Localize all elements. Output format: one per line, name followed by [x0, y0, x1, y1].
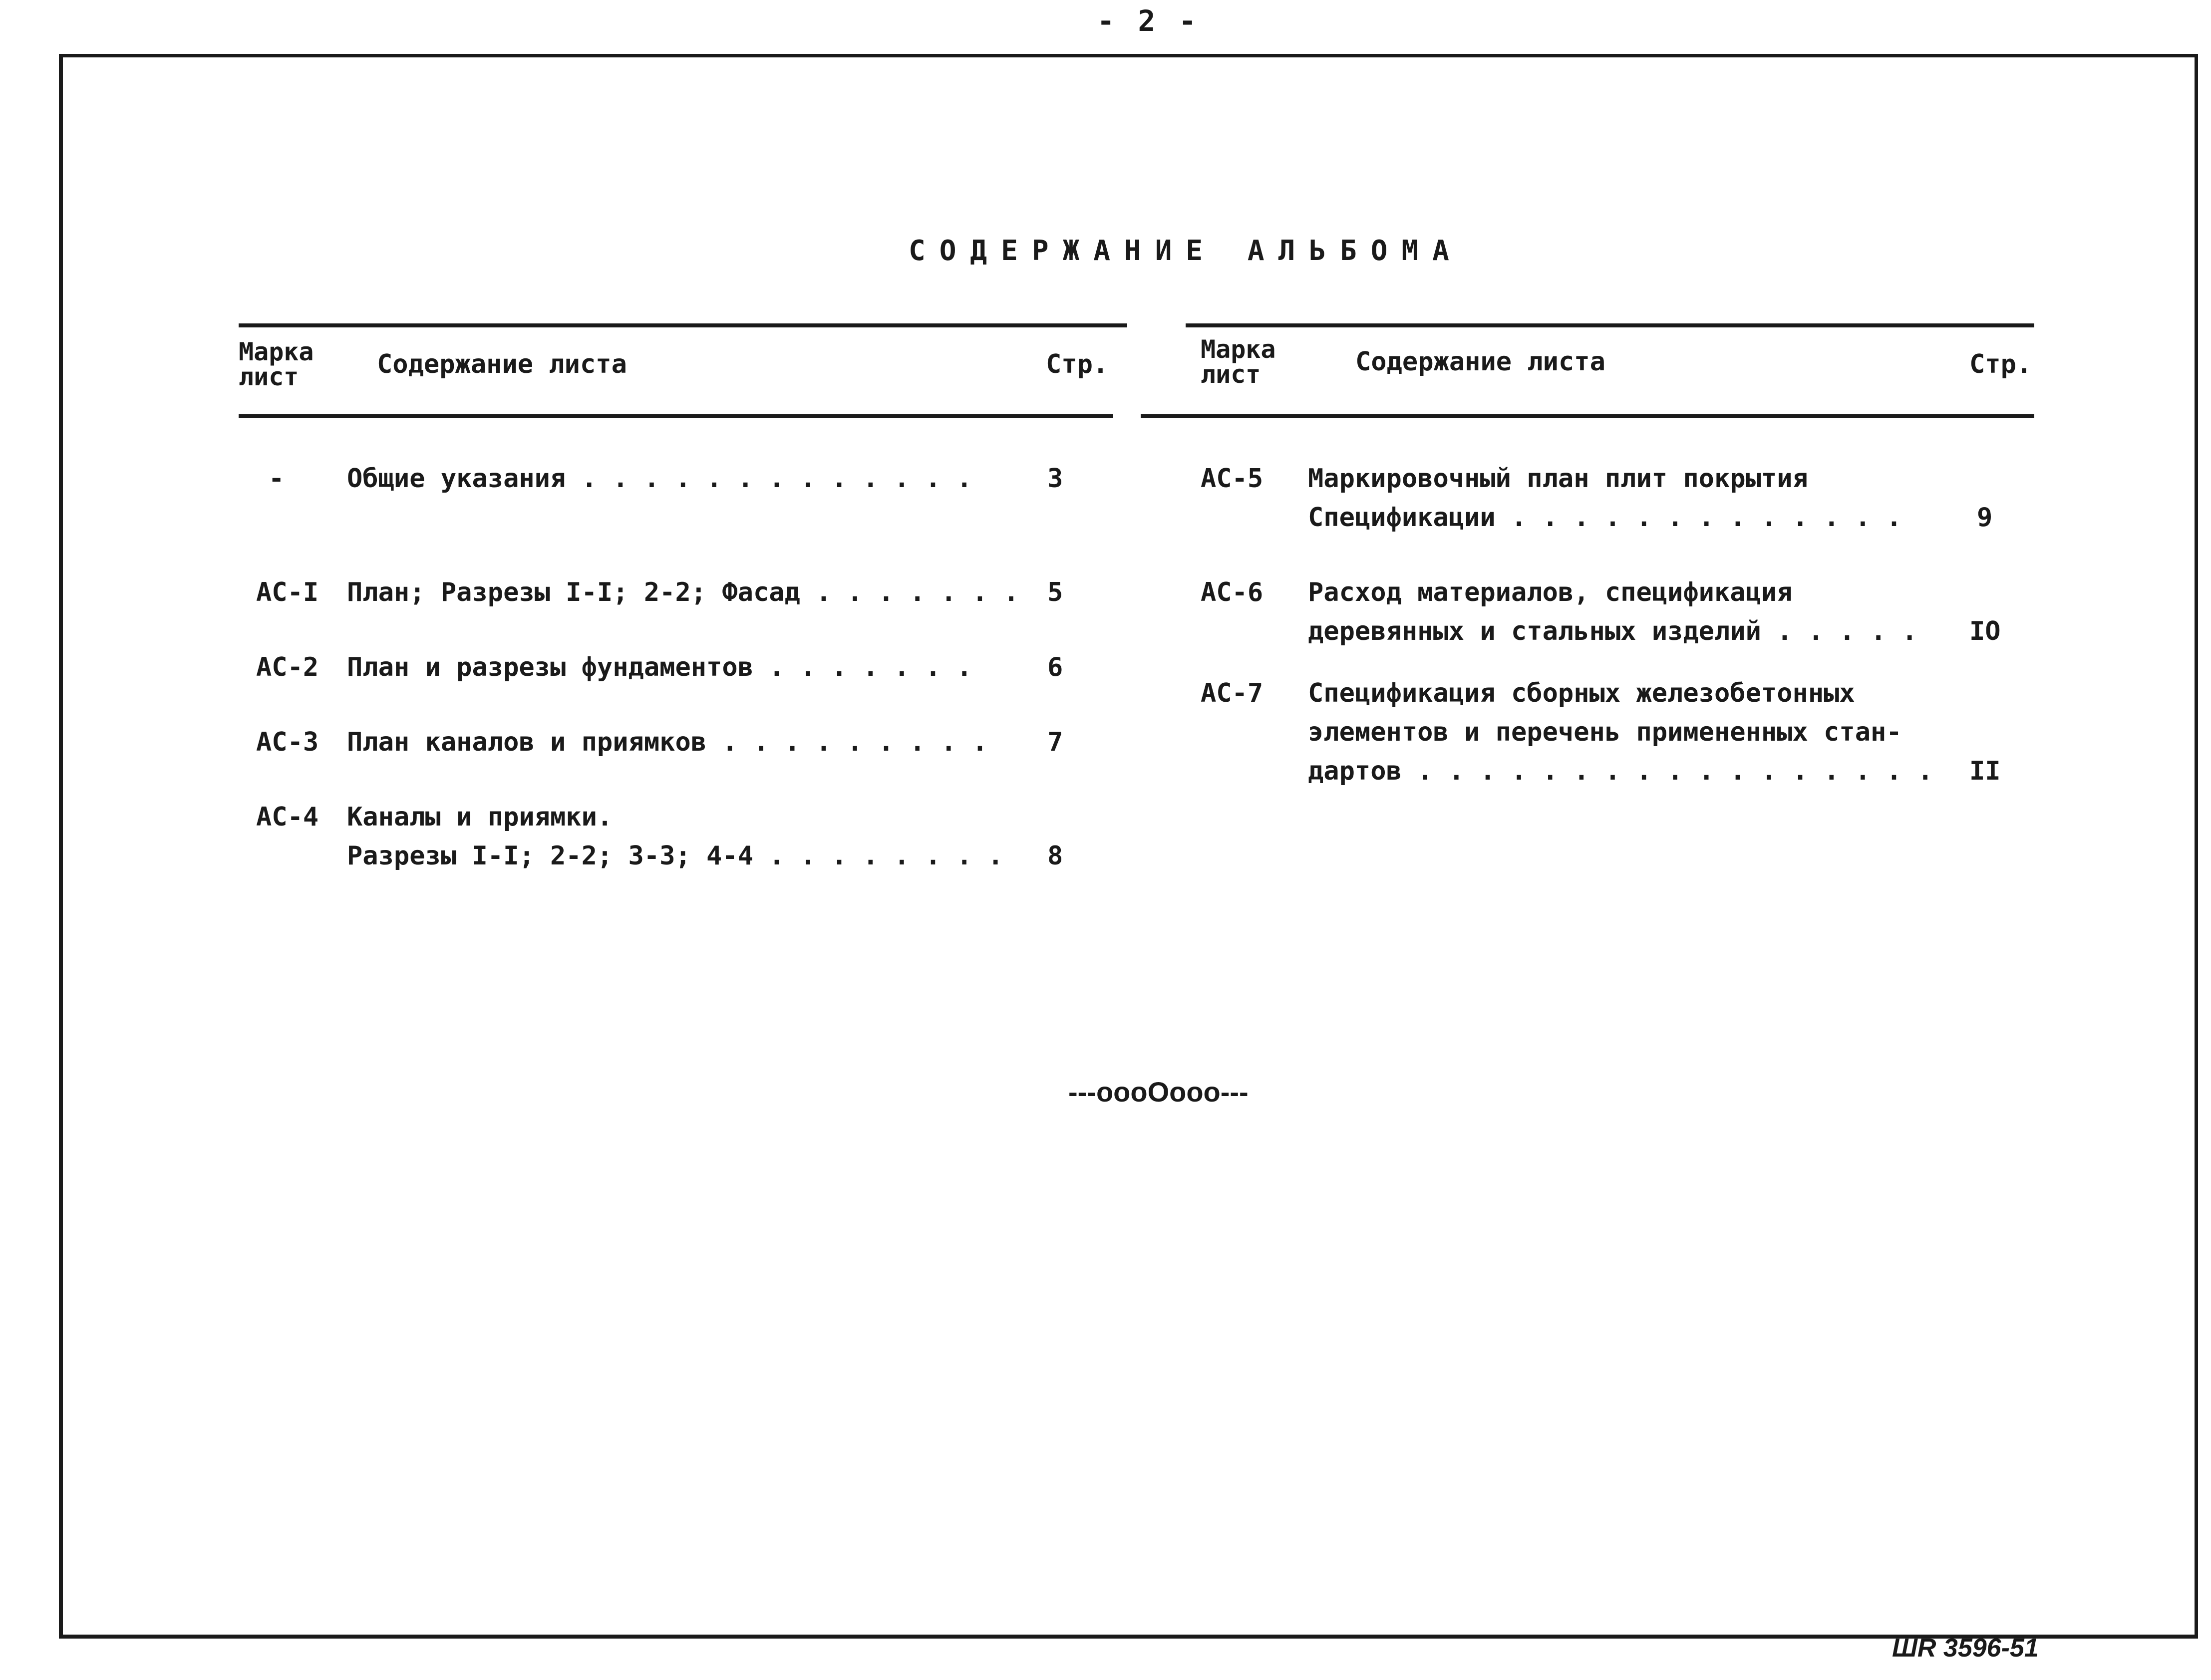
row-page: IO: [1969, 616, 2001, 646]
row-page: 9: [1977, 503, 1993, 533]
row-page: 3: [1047, 464, 1063, 494]
right-header-page: Стр.: [1969, 349, 2032, 379]
left-header-mark: Марка лист: [239, 337, 314, 391]
row-mark: АС-2: [256, 652, 319, 682]
row-mark: АС-I: [256, 577, 319, 607]
row-description: Разрезы I-I; 2-2; 3-3; 4-4 . . . . . . . .: [347, 841, 1003, 871]
row-description: деревянных и стальных изделий . . . . .: [1308, 616, 1917, 646]
row-mark: АС-3: [256, 727, 319, 757]
row-description: План и разрезы фундаментов . . . . . . .: [347, 652, 972, 682]
row-mark: АС-5: [1201, 464, 1263, 494]
row-page: 8: [1047, 841, 1063, 871]
row-description: Каналы и приямки.: [347, 802, 613, 832]
row-description: Общие указания . . . . . . . . . . . . .: [347, 464, 972, 494]
row-description: элементов и перечень примененных стан-: [1308, 717, 1902, 747]
left-header-content: Содержание листа: [377, 349, 627, 379]
left-table-header-rule: [239, 414, 1113, 418]
row-page: 6: [1047, 652, 1063, 682]
right-table-top-rule: [1186, 323, 2034, 327]
right-table-header-rule: [1141, 414, 2034, 418]
row-description: Спецификация сборных железобетонных: [1308, 678, 1855, 708]
left-table-top-rule: [239, 323, 1127, 327]
right-header-content: Содержание листа: [1355, 347, 1605, 377]
row-description: Расход материалов, спецификация: [1308, 577, 1793, 607]
album-title: СОДЕРЖАНИЕ АЛЬБОМА: [909, 235, 1463, 267]
row-description: План; Разрезы I-I; 2-2; Фасад . . . . . . .: [347, 577, 1019, 607]
page-number: - 2 -: [1097, 4, 1200, 38]
row-description: Спецификации . . . . . . . . . . . . .: [1308, 503, 1902, 533]
row-mark: АС-6: [1201, 577, 1263, 607]
left-header-page: Стр.: [1046, 349, 1109, 379]
row-mark: -: [269, 464, 285, 494]
row-page: 7: [1047, 727, 1063, 757]
row-mark: АС-7: [1201, 678, 1263, 708]
row-page: 5: [1047, 577, 1063, 607]
row-description: Маркировочный план плит покрытия: [1308, 464, 1808, 494]
document-code: ШR 3596-51: [1892, 1634, 2039, 1663]
row-mark: АС-4: [256, 802, 319, 832]
row-description: План каналов и приямков . . . . . . . . .: [347, 727, 988, 757]
right-header-mark: Марка лист: [1201, 335, 1276, 389]
row-description: дартов . . . . . . . . . . . . . . . . .: [1308, 756, 1933, 786]
row-page: II: [1969, 756, 2001, 786]
end-ornament: ---oooOooo---: [1068, 1076, 1249, 1108]
